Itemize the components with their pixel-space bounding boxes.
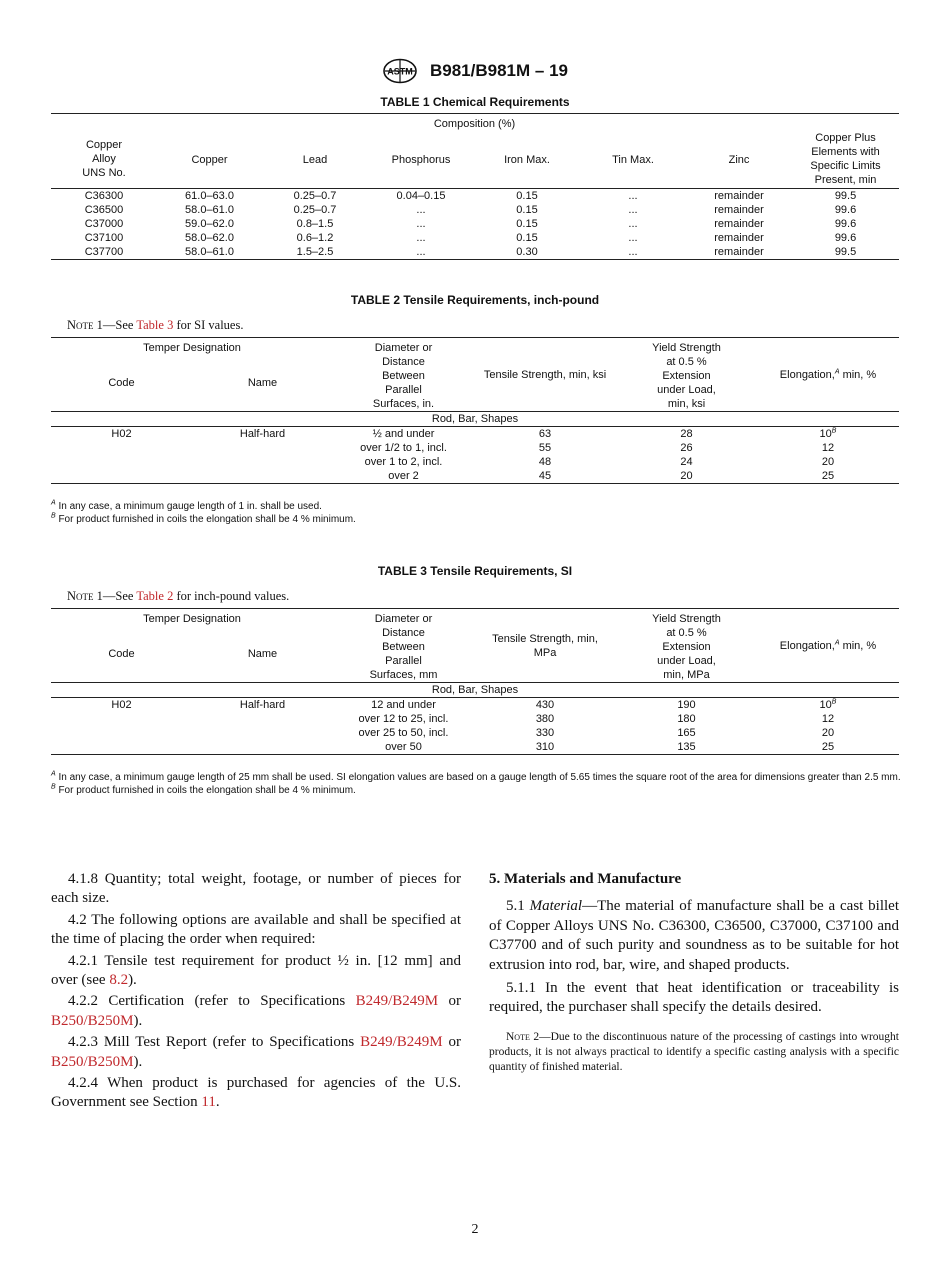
b249-link[interactable]: B249/B249M [355,993,439,1010]
b250-link[interactable]: B250/B250M [51,1012,134,1029]
col-iron-header: Iron Max. [474,131,580,189]
table-row: over 1 to 2, incl. 48 24 20 [364,456,835,468]
table1-title: TABLE 1 Chemical Requirements [380,95,570,109]
col-tin-header: Tin Max. [580,131,686,189]
section-label: Rod, Bar, Shapes [51,683,899,698]
right-column [489,870,899,1075]
col-elongation-header: Elongation,$^A$ min, % [757,338,899,412]
col-name-header: Name [247,648,278,660]
section-11-link[interactable]: 11 [201,1094,216,1111]
table3-footnotes: $^A$ In any case, a minimum gauge length of 25 mm shall be used. SI elongation values are based on a gauge length of 5.65 times the square root of the area for dimensions greater than 2.5 mm. $^B$ For product furnished in coils the elongation shall be 4 % minimum. [51,770,901,796]
table-row: over 25 to 50, incl. 330 165 20 [358,727,835,739]
col-phosphorus-header: Phosphorus [368,131,474,189]
table3-note: Note 1—See Table 2 for inch-pound values. [67,589,290,603]
table2-footnotes: $^A$ In any case, a minimum gauge length of 1 in. shall be used. $^B$ For product furnished in coils the elongation shall be 4 % minimum. [51,499,356,525]
table-row: C36500 58.0–61.0 0.25–0.7 ... 0.15 ... remainder 99.6 [84,204,857,216]
page-header [0,58,950,84]
table-row: C37100 58.0–62.0 0.6–1.2 ... 0.15 ... remainder 99.6 [84,232,857,244]
table3-link[interactable]: Table 3 [136,318,174,332]
standard-designation: B981/B981M – 19 [430,61,568,80]
svg-text:ASTM: ASTM [387,66,413,77]
page-number: 2 [471,1222,479,1237]
table1 [51,113,899,260]
b250-link[interactable]: B250/B250M [51,1053,134,1070]
table-row: H02 Half-hard ½ and under 63 28 $10^B$ [111,427,837,440]
table-row: over 12 to 25, incl. 380 180 12 [358,713,835,725]
temper-designation-header: Temper Designation [51,338,333,356]
col-tensile-header: Tensile Strength, min, ksi [474,338,616,412]
para-5-1-1: 5.1.1 In the event that heat identification or traceability is required, the purchaser shall specify the details desired. [489,980,899,1016]
table2 [51,337,899,484]
col-zinc-header: Zinc [686,131,792,189]
para-4-2-2: 4.2.2 Certification (refer to Specifications B249/B249M or B250/B250M). [51,993,461,1029]
temper-designation-header: Temper Designation [51,609,333,627]
table-row: over 2 45 20 25 [51,469,899,484]
col-yield-header: Yield Strength at 0.5 % Extension under Load, min, ksi [616,338,757,412]
para-4-2-4: 4.2.4 When product is purchased for agencies of the U.S. Government see Section 11. [51,1075,461,1111]
astm-logo-icon [382,58,418,84]
col-diameter-header: Diameter or Distance Between Parallel Surfaces, mm [333,609,474,683]
table2-title: TABLE 2 Tensile Requirements, inch-pound [350,293,600,307]
para-4-2: 4.2 The following options are available and shall be specified at the time of placing the order when required: [51,911,461,948]
para-4-2-3: 4.2.3 Mill Test Report (refer to Specifications B249/B249M or B250/B250M). [51,1034,461,1070]
table-row: C36300 61.0–63.0 0.25–0.7 0.04–0.15 0.15 ... remainder 99.5 [84,190,857,202]
col-copper-header: Copper [157,131,262,189]
table-row: C37000 59.0–62.0 0.8–1.5 ... 0.15 ... remainder 99.6 [84,218,857,230]
col-lead-header: Lead [262,131,368,189]
table2-note: Note 1—See Table 3 for SI values. [67,318,244,332]
section-8-2-link[interactable]: 8.2 [109,972,129,989]
table2-link[interactable]: Table 2 [136,589,174,603]
note-2: Note 2—Due to the discontinuous nature of the processing of castings into wrought products, it is not always practical to identify a specific casting analysis with a specific quantity of finished material. [489,1030,899,1073]
col-code-header: Code [108,377,135,389]
section-heading: 5. Materials and Manufacture [489,871,682,887]
composition-header: Composition (%) [157,114,792,132]
section-label: Rod, Bar, Shapes [51,412,899,427]
col-alloy-header: Copper Alloy UNS No. [51,131,157,189]
left-column [51,870,461,1113]
b249-link[interactable]: B249/B249M [360,1034,443,1051]
table-row: over 50 310 135 25 [51,740,899,755]
table-row: H02 Half-hard 12 and under 430 190 $10^B$ [111,698,837,711]
para-4-2-1: 4.2.1 Tensile test requirement for product ½ in. [12 mm] and over (see 8.2). [51,952,461,989]
col-yield-header: Yield Strength at 0.5 % Extension under Load, min, MPa [616,609,757,683]
col-elongation-header: Elongation,$^A$ min, % [757,609,899,683]
table3-title: TABLE 3 Tensile Requirements, SI [377,564,573,578]
table3 [51,608,899,755]
para-4-1-8: 4.1.8 Quantity; total weight, footage, or number of pieces for each size. [51,871,461,907]
col-copper-plus-header: Copper Plus Elements with Specific Limits Present, min [792,131,899,189]
table-row: over 1/2 to 1, incl. 55 26 12 [360,442,835,454]
col-name-header: Name [247,377,278,389]
col-tensile-header: Tensile Strength, min, MPa [474,609,616,683]
col-code-header: Code [108,648,135,660]
table-row: C37700 58.0–61.0 1.5–2.5 ... 0.30 ... remainder 99.5 [51,245,899,260]
col-diameter-header: Diameter or Distance Between Parallel Surfaces, in. [333,338,474,412]
para-5-1: 5.1 Material—The material of manufacture shall be a cast billet of Copper Alloys UNS No. C36300, C36500, C37000, C37100 and C37700 and of such purity and soundness as to be suitable for hot extrusion into rod, bar, wire, and shaped products. [489,898,900,973]
